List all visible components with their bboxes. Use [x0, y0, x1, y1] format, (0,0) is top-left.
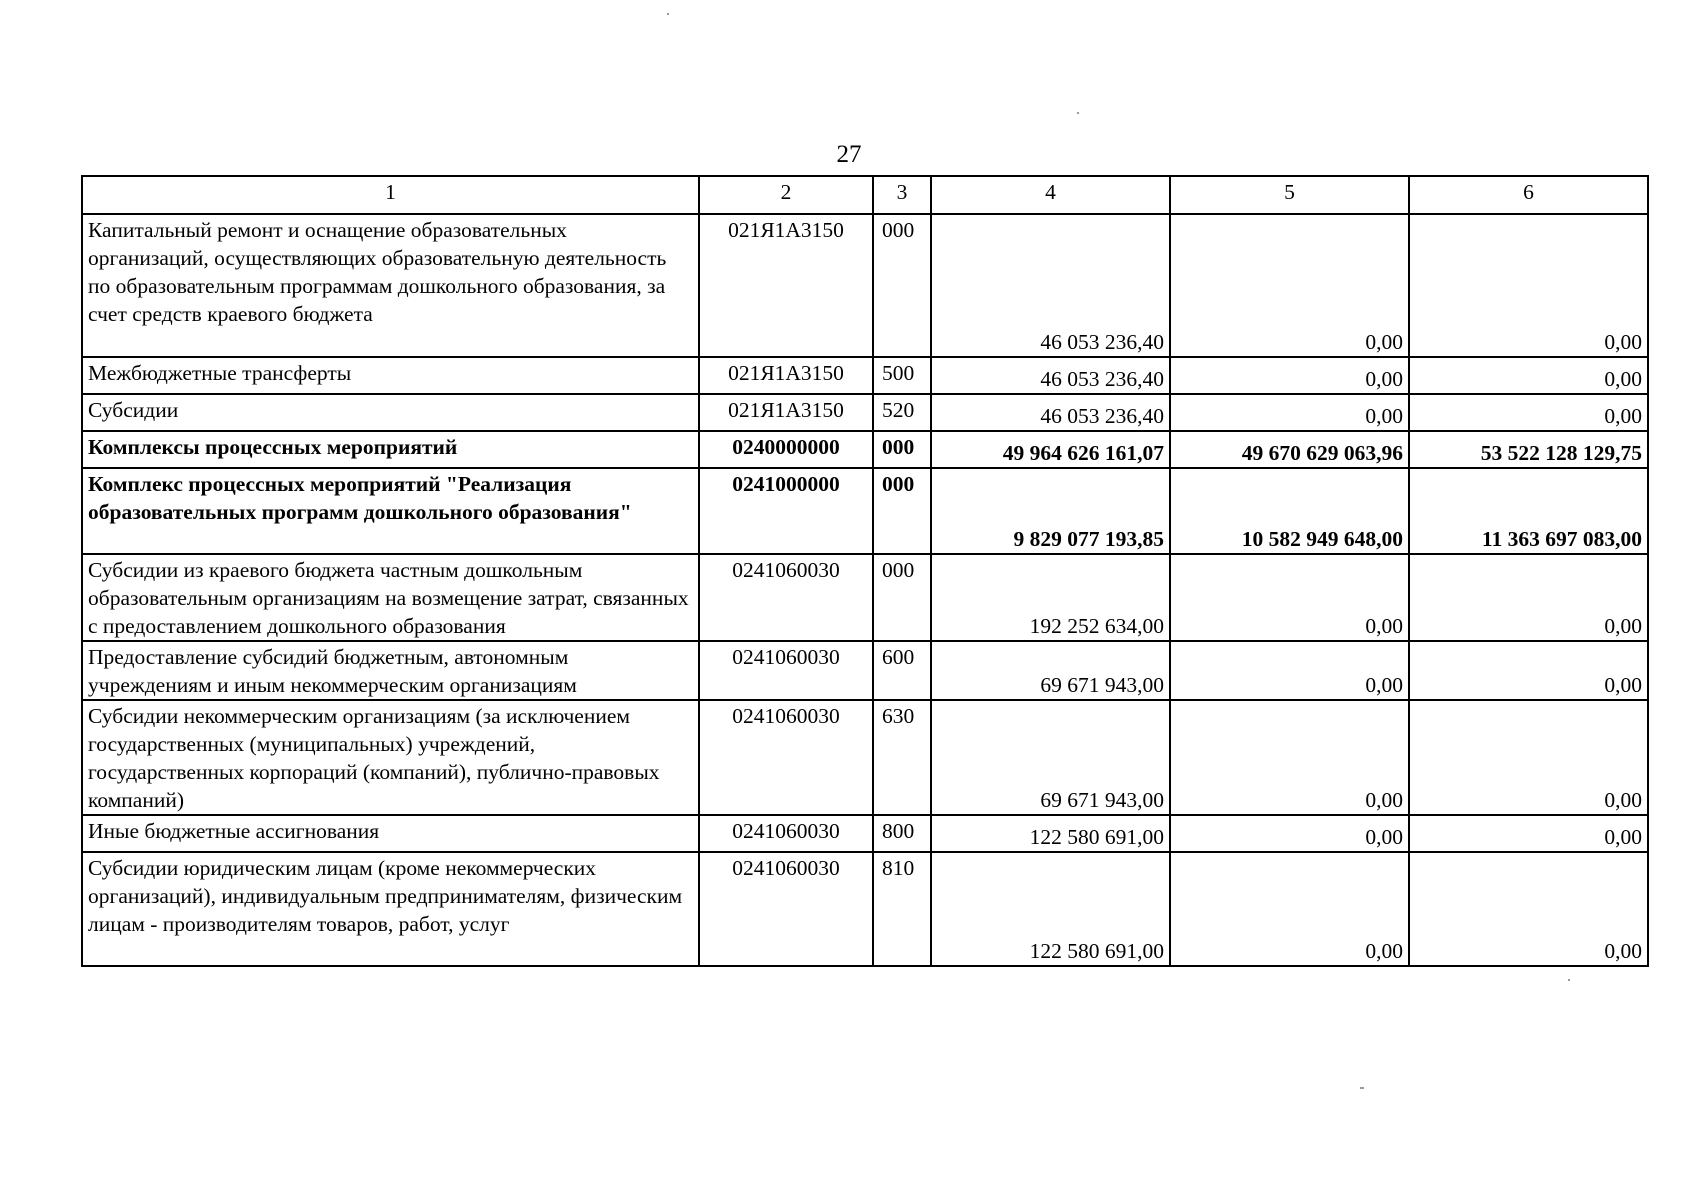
row-target-code: 021Я1А3150 [699, 394, 873, 431]
row-name: Субсидии из краевого бюджета частным дошкольным образовательным организациям на возмещение затрат, связанных с предоставлением дошкольного образования [82, 554, 699, 641]
row-amount-col4: 192 252 634,00 [931, 554, 1170, 641]
row-amount-col4: 122 580 691,00 [931, 852, 1170, 966]
row-name: Субсидии [82, 394, 699, 431]
table-row [82, 815, 1648, 852]
row-target-code: 021Я1А3150 [699, 357, 873, 394]
row-expense-type: 000 [873, 554, 931, 641]
row-amount-col6: 11 363 697 083,00 [1409, 468, 1648, 554]
row-expense-type: 600 [873, 641, 931, 700]
budget-table [81, 175, 1649, 967]
row-target-code: 0240000000 [699, 431, 873, 468]
row-expense-type: 520 [873, 394, 931, 431]
table-header-row [82, 176, 1648, 214]
row-expense-type: 810 [873, 852, 931, 966]
column-header: 3 [873, 176, 931, 214]
row-target-code: 0241060030 [699, 852, 873, 966]
row-target-code: 021Я1А3150 [699, 214, 873, 357]
row-amount-col5: 10 582 949 648,00 [1170, 468, 1409, 554]
table-row [82, 357, 1648, 394]
row-amount-col4: 46 053 236,40 [931, 357, 1170, 394]
row-amount-col4: 49 964 626 161,07 [931, 431, 1170, 468]
row-amount-col6: 53 522 128 129,75 [1409, 431, 1648, 468]
row-amount-col4: 46 053 236,40 [931, 214, 1170, 357]
row-amount-col6: 0,00 [1409, 815, 1648, 852]
row-amount-col4: 122 580 691,00 [931, 815, 1170, 852]
row-amount-col6: 0,00 [1409, 394, 1648, 431]
row-amount-col6: 0,00 [1409, 214, 1648, 357]
table-row [82, 852, 1648, 966]
row-amount-col5: 49 670 629 063,96 [1170, 431, 1409, 468]
row-amount-col5: 0,00 [1170, 394, 1409, 431]
row-name: Субсидии юридическим лицам (кроме некоммерческих организаций), индивидуальным предпринимателям, физическим лицам - производителям товаров, работ, услуг [82, 852, 699, 966]
row-target-code: 0241060030 [699, 554, 873, 641]
row-name: Предоставление субсидий бюджетным, автономным учреждениям и иным некоммерческим организациям [82, 641, 699, 700]
table-row [82, 700, 1648, 815]
scan-speck [1077, 112, 1079, 114]
column-header: 4 [931, 176, 1170, 214]
row-name: Комплекс процессных мероприятий "Реализация образовательных программ дошкольного образования" [82, 468, 699, 554]
row-name: Межбюджетные трансферты [82, 357, 699, 394]
row-expense-type: 500 [873, 357, 931, 394]
row-name: Субсидии некоммерческим организациям (за исключением государственных (муниципальных) учреждений, государственных корпораций (компаний), публично-правовых компаний) [82, 700, 699, 815]
row-expense-type: 000 [873, 468, 931, 554]
row-target-code: 0241060030 [699, 815, 873, 852]
row-amount-col6: 0,00 [1409, 554, 1648, 641]
row-target-code: 0241060030 [699, 700, 873, 815]
row-amount-col6: 0,00 [1409, 700, 1648, 815]
row-amount-col5: 0,00 [1170, 554, 1409, 641]
row-name: Иные бюджетные ассигнования [82, 815, 699, 852]
row-name: Капитальный ремонт и оснащение образовательных организаций, осуществляющих образовательную деятельность по образовательным программам дошкольного образования, за счет средств краевого бюджета [82, 214, 699, 357]
row-expense-type: 630 [873, 700, 931, 815]
row-expense-type: 000 [873, 214, 931, 357]
row-amount-col5: 0,00 [1170, 641, 1409, 700]
row-amount-col5: 0,00 [1170, 357, 1409, 394]
column-header: 2 [699, 176, 873, 214]
column-header: 1 [82, 176, 699, 214]
row-amount-col6: 0,00 [1409, 641, 1648, 700]
row-amount-col4: 9 829 077 193,85 [931, 468, 1170, 554]
row-name: Комплексы процессных мероприятий [82, 431, 699, 468]
page-number: 27 [836, 141, 862, 168]
table-row [82, 554, 1648, 641]
scan-speck [667, 13, 669, 15]
scan-speck [1360, 1087, 1364, 1089]
row-amount-col4: 69 671 943,00 [931, 700, 1170, 815]
row-amount-col5: 0,00 [1170, 700, 1409, 815]
table-row [82, 394, 1648, 431]
column-header: 6 [1409, 176, 1648, 214]
row-amount-col4: 46 053 236,40 [931, 394, 1170, 431]
row-target-code: 0241060030 [699, 641, 873, 700]
table-row [82, 214, 1648, 357]
row-target-code: 0241000000 [699, 468, 873, 554]
column-header: 5 [1170, 176, 1409, 214]
row-amount-col5: 0,00 [1170, 815, 1409, 852]
table-row [82, 468, 1648, 554]
row-amount-col5: 0,00 [1170, 214, 1409, 357]
row-amount-col5: 0,00 [1170, 852, 1409, 966]
row-amount-col6: 0,00 [1409, 357, 1648, 394]
table-row [82, 641, 1648, 700]
table-row [82, 431, 1648, 468]
row-expense-type: 800 [873, 815, 931, 852]
scan-speck [1568, 979, 1570, 981]
row-amount-col6: 0,00 [1409, 852, 1648, 966]
row-amount-col4: 69 671 943,00 [931, 641, 1170, 700]
row-expense-type: 000 [873, 431, 931, 468]
